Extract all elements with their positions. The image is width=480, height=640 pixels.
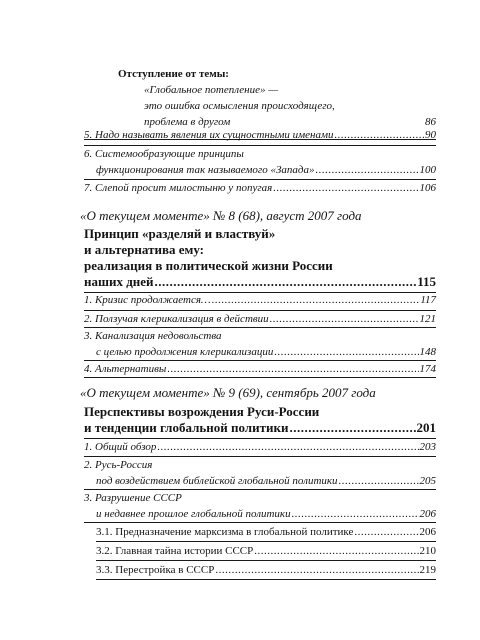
leader-dots: [292, 506, 419, 522]
toc-subentry[interactable]: [96, 562, 436, 578]
issue-heading: «О текущем моменте» № 9 (69), сентябрь 2007 года: [80, 385, 376, 400]
entry-label: 5. Надо называть явления их сущностными именами: [84, 129, 334, 141]
page-number: 100: [419, 164, 436, 176]
entry-label-continued: [84, 473, 436, 489]
page-number: 206: [419, 526, 436, 538]
digression-block: [118, 66, 436, 130]
entry-label-second: функционирования так называемого «Запада»: [96, 164, 315, 176]
leader-dots: [289, 420, 415, 436]
entry-label-continued: [84, 344, 436, 360]
leader-dots: [157, 439, 418, 455]
page-number: 205: [419, 475, 436, 487]
page-number: 174: [419, 363, 436, 375]
entry-label: 6. Системообразующие принципы: [84, 148, 244, 160]
page-number: 219: [419, 564, 436, 576]
leader-dots: [215, 562, 418, 578]
toc-entry[interactable]: [84, 361, 436, 377]
toc-entry[interactable]: [84, 180, 436, 196]
toc-subentry[interactable]: [96, 543, 436, 559]
issue-title[interactable]: [84, 226, 436, 290]
subentry-label: 3.3. Перестройка в СССР: [96, 564, 215, 576]
page-number: 121: [419, 313, 436, 325]
entry-label-continued: [84, 506, 436, 522]
entry-label: 4. Альтернативы: [84, 363, 167, 375]
title-last-line: [84, 420, 436, 436]
divider-line: [96, 541, 436, 542]
leader-dots: [339, 473, 419, 489]
toc-entry[interactable]: [84, 490, 436, 522]
toc-entry[interactable]: [84, 127, 436, 143]
digression-line: «Глобальное потепление» —: [144, 84, 279, 96]
page-number: 106: [419, 182, 436, 194]
title-last-line: [84, 274, 436, 290]
leader-dots: [212, 292, 420, 308]
page-number: 86: [425, 116, 436, 128]
digression-title: Отступление от темы:: [118, 68, 229, 80]
title-line: реализация в политической жизни России: [84, 258, 333, 273]
entry-label: 7. Слепой просит милостыню у попугая: [84, 182, 273, 194]
issue-title[interactable]: [84, 404, 436, 436]
leader-dots: [315, 162, 418, 178]
leader-dots: [270, 311, 419, 327]
digression-line: это ошибка осмысления происходящего,: [144, 100, 335, 112]
issue-heading: «О текущем моменте» № 8 (68), август 2007 года: [80, 208, 362, 223]
toc-subentry[interactable]: [96, 524, 436, 540]
page-number: 117: [420, 294, 436, 306]
title-line: и тенденции глобальной политики: [84, 420, 289, 435]
toc-entry[interactable]: [84, 457, 436, 489]
entry-label-second: с целью продолжения клерикализации: [96, 346, 274, 358]
page-number: 115: [417, 274, 436, 289]
divider-line: [96, 560, 436, 561]
toc-entry[interactable]: [84, 328, 436, 360]
title-line: Принцип «разделяй и властвуй»: [84, 226, 276, 241]
toc-entry[interactable]: [84, 292, 436, 308]
title-line: наших дней: [84, 274, 154, 289]
leader-dots: [354, 524, 418, 540]
leader-dots: [273, 180, 418, 196]
leader-dots: [167, 361, 418, 377]
leader-dots: [254, 543, 418, 559]
divider-line: [96, 579, 436, 580]
entry-label: 1. Кризис продолжается…: [84, 294, 211, 306]
page-number: 206: [419, 508, 436, 520]
leader-dots: [155, 274, 417, 290]
page-number: 203: [419, 441, 436, 453]
toc-entry[interactable]: [84, 146, 436, 178]
leader-dots: [334, 127, 424, 143]
subentry-label: 3.2. Главная тайна истории СССР: [96, 545, 254, 557]
divider-line: [84, 377, 436, 378]
page-number: 201: [416, 420, 436, 435]
entry-label-second: под воздействием библейской глобальной политики: [96, 475, 338, 487]
entry-label-second: и недавнее прошлое глобальной политики: [96, 508, 291, 520]
entry-label: 3. Разрушение СССР: [84, 492, 182, 504]
page-number: 148: [419, 346, 436, 358]
entry-label: 2. Русь-Россия: [84, 459, 153, 471]
entry-label: 1. Общий обзор: [84, 441, 157, 453]
entry-label: 3. Канализация недовольства: [84, 330, 222, 342]
title-line: и альтернатива ему:: [84, 242, 204, 257]
page-number: 210: [419, 545, 436, 557]
page-number: 90: [425, 129, 436, 141]
leader-dots: [274, 344, 418, 360]
entry-label: 2. Ползучая клерикализация в действии: [84, 313, 269, 325]
entry-label-continued: [84, 162, 436, 178]
toc-entry[interactable]: [84, 439, 436, 455]
title-line: Перспективы возрождения Руси-России: [84, 404, 320, 419]
subentry-label: 3.1. Предназначение марксизма в глобальной политике: [96, 526, 354, 538]
toc-entry[interactable]: [84, 311, 436, 327]
digression-last-label: проблема в другом: [144, 116, 231, 128]
divider-line: [84, 522, 436, 523]
